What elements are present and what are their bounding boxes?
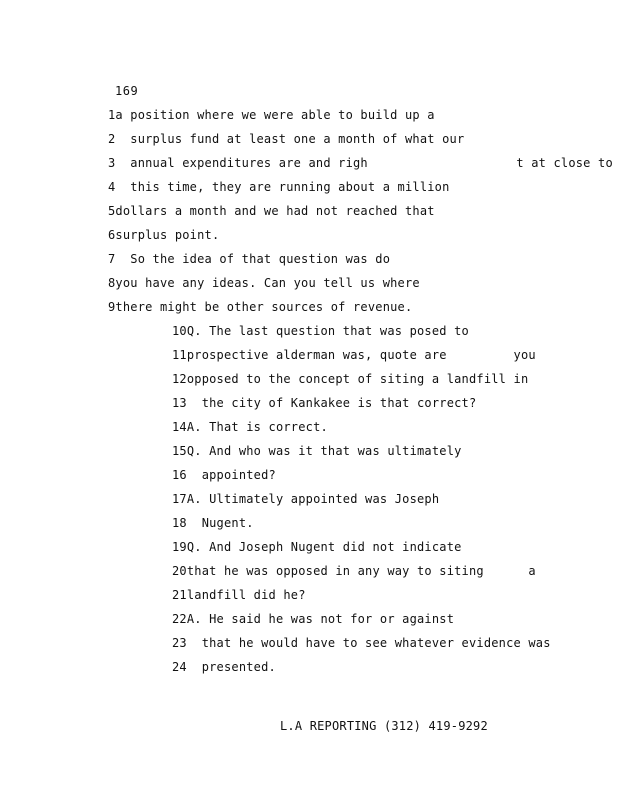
transcript-line-8: 8you have any ideas. Can you tell us where [108, 276, 420, 290]
transcript-line-10: 10Q. The last question that was posed to [172, 324, 469, 338]
transcript-line-24: 24 presented. [172, 660, 276, 674]
transcript-line-3: 3 annual expenditures are and righ t at close to [108, 156, 613, 170]
transcript-line-20: 20that he was opposed in any way to siting a [172, 564, 536, 578]
transcript-line-4: 4 this time, they are running about a million [108, 180, 450, 194]
transcript-line-19: 19Q. And Joseph Nugent did not indicate [172, 540, 462, 554]
transcript-line-6: 6surplus point. [108, 228, 220, 242]
transcript-line-13: 13 the city of Kankakee is that correct? [172, 396, 477, 410]
transcript-line-1: 1a position where we were able to build up a [108, 108, 435, 122]
transcript-line-21: 21landfill did he? [172, 588, 306, 602]
transcript-line-5: 5dollars a month and we had not reached that [108, 204, 435, 218]
transcript-line-7: 7 So the idea of that question was do [108, 252, 391, 266]
reporter-footer: L.A REPORTING (312) 419-9292 [280, 719, 488, 733]
transcript-line-22: 22A. He said he was not for or against [172, 612, 455, 626]
transcript-line-14: 14A. That is correct. [172, 420, 328, 434]
transcript-line-15: 15Q. And who was it that was ultimately [172, 444, 462, 458]
transcript-line-16: 16 appointed? [172, 468, 276, 482]
transcript-line-12: 12opposed to the concept of siting a landfill in [172, 372, 529, 386]
transcript-line-23: 23 that he would have to see whatever evidence was [172, 636, 551, 650]
transcript-line-2: 2 surplus fund at least one a month of what our [108, 132, 465, 146]
transcript-line-11: 11prospective alderman was, quote are you [172, 348, 536, 362]
page-number: 169 [115, 84, 139, 98]
transcript-line-17: 17A. Ultimately appointed was Joseph [172, 492, 440, 506]
transcript-line-9: 9there might be other sources of revenue. [108, 300, 413, 314]
transcript-line-18: 18 Nugent. [172, 516, 254, 530]
